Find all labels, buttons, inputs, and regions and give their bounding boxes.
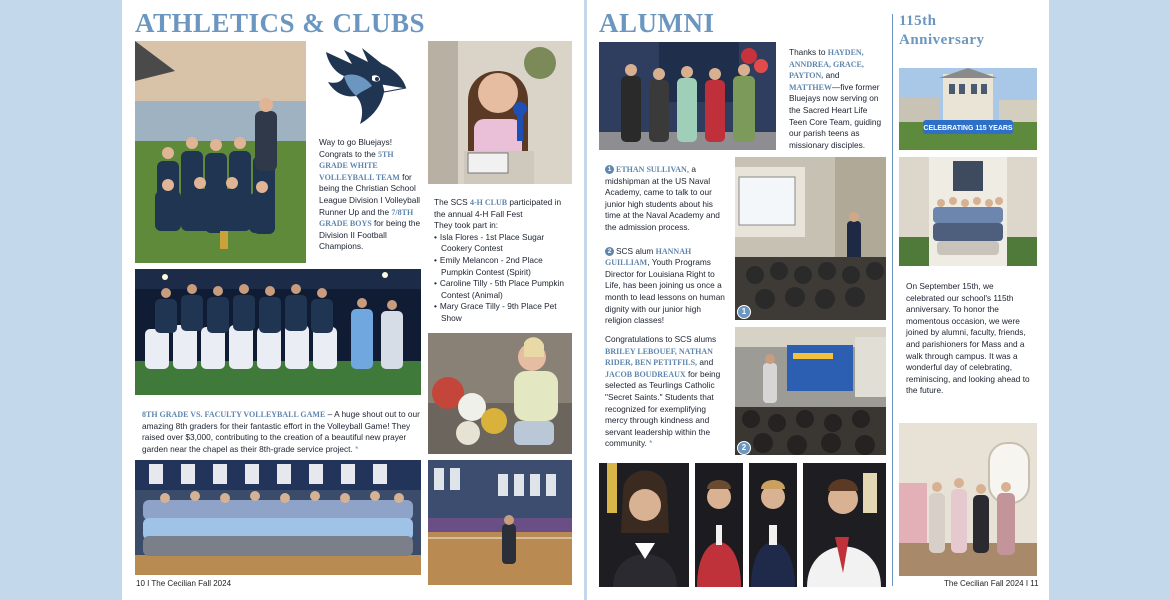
volleyball-game-text: 8TH GRADE VS. FACULTY VOLLEYBALL GAME – A huge shout out to our amazing 8th graders for their fantastic effort in the Volleyball Game! They raised over $3,000, contributing to the creation of a beautiful new prayer garden near the chapel as their 8th-grade service project. * <box>142 409 420 454</box>
sidebar-divider <box>892 14 893 586</box>
anniversary-group-steps-photo <box>899 157 1037 266</box>
list-item: • Mary Grace Tilly - 9th Place Pet Show <box>434 301 569 324</box>
volleyball-team-photo <box>135 41 306 263</box>
secret-saints-text: Congratulations to SCS alums BRILEY LEBOUEF, NATHAN RIDER, BEN PETITFILS, and JACOB BOUDREAUX for being selected as Teurlings Catholic "Secret Saints." Students that recognized for exemplifying mercy through kindness and servant leadership within the community. * <box>605 334 721 449</box>
list-item: • Caroline Tilly - 5th Place Pumpkin Contest (Animal) <box>434 278 569 301</box>
anniversary-heading: 115th Anniversary <box>899 13 985 48</box>
pumpkin-contest-photo <box>428 333 572 454</box>
number-badge: 1 <box>605 165 614 174</box>
photo-number-tag: 2 <box>737 441 751 455</box>
anniversary-school-photo <box>899 68 1037 150</box>
secret-saint-portrait <box>803 463 886 587</box>
volleyball-congrats-text: Way to go Bluejays! Congrats to the 5TH GRADE WHITE VOLLEYBALL TEAM for being the Christian School League Division I Volleyball Runner Up and the 7/8TH GRADE BOYS for being the Division II Football Champions. <box>319 137 421 252</box>
number-badge: 2 <box>605 247 614 256</box>
photo-number-tag: 1 <box>737 305 751 319</box>
anniversary-text: On September 15th, we celebrated our school's 115th anniversary. To honor the momentous occasion, we were joined by alumni, faculty, friends, and parishioners for Mass and a walk through campus. It was a wonderful day of celebrating, reminiscing, and looking ahead to the future. <box>906 281 1030 396</box>
alumni-visits-text: 1 ETHAN SULLIVAN, a midshipman at the US Naval Academy, came to talk to our junior high students about his time at the Naval Academy and the admission process. 2 SCS alum HANNAH GUILLIAM, Youth Programs Director for Louisiana Right to Life, has been joining us once a month to lead lessons on human dignity with our junior high religion classes! <box>605 164 725 326</box>
list-item: • Isla Flores - 1st Place Sugar Cookery Contest <box>434 232 569 255</box>
athletics-heading: ATHLETICS & CLUBS <box>135 8 426 38</box>
4h-club-text: The SCS 4-H CLUB participated in the annual 4-H Fall Fest They took part in: • Isla Flores - 1st Place Sugar Cookery Contest • Emily Melancon - 2nd Place Pumpkin Contest (Spirit) • Caroline Tilly - 5th Place Pumpkin Contest (Animal) • Mary Grace Tilly - 9th Place Pet Show <box>434 197 569 325</box>
life-teen-team-photo <box>599 42 776 150</box>
life-teen-thanks-text: Thanks to HAYDEN, ANNDREA, GRACE, PAYTON, and MATTHEW—five former Bluejays now serving on the Sacred Heart Life Teen Core Team, guiding our parish teens as missionary disciples. <box>789 47 882 150</box>
volleyball-game-action-photo <box>428 460 572 585</box>
naval-academy-talk-photo <box>735 157 886 320</box>
right-page-footer: The Cecilian Fall 2024 I 11 <box>944 579 1039 588</box>
right-to-life-lesson-photo <box>735 327 886 455</box>
alumni-heading: ALUMNI <box>599 8 715 38</box>
volleyball-game-group-photo <box>135 460 421 575</box>
list-item: • Emily Melancon - 2nd Place Pumpkin Contest (Spirit) <box>434 255 569 278</box>
anniversary-banner: CELEBRATING 115 YEARS <box>923 125 1013 132</box>
left-page-footer: 10 I The Cecilian Fall 2024 <box>136 579 232 588</box>
4h-results-list <box>434 232 569 325</box>
4h-ribbon-photo <box>428 41 572 184</box>
secret-saint-portrait <box>749 463 797 587</box>
bluejay-mascot-logo <box>322 46 408 126</box>
secret-saint-portrait <box>599 463 689 587</box>
secret-saint-portrait <box>695 463 743 587</box>
football-team-photo <box>135 269 421 395</box>
anniversary-reception-photo <box>899 423 1037 576</box>
